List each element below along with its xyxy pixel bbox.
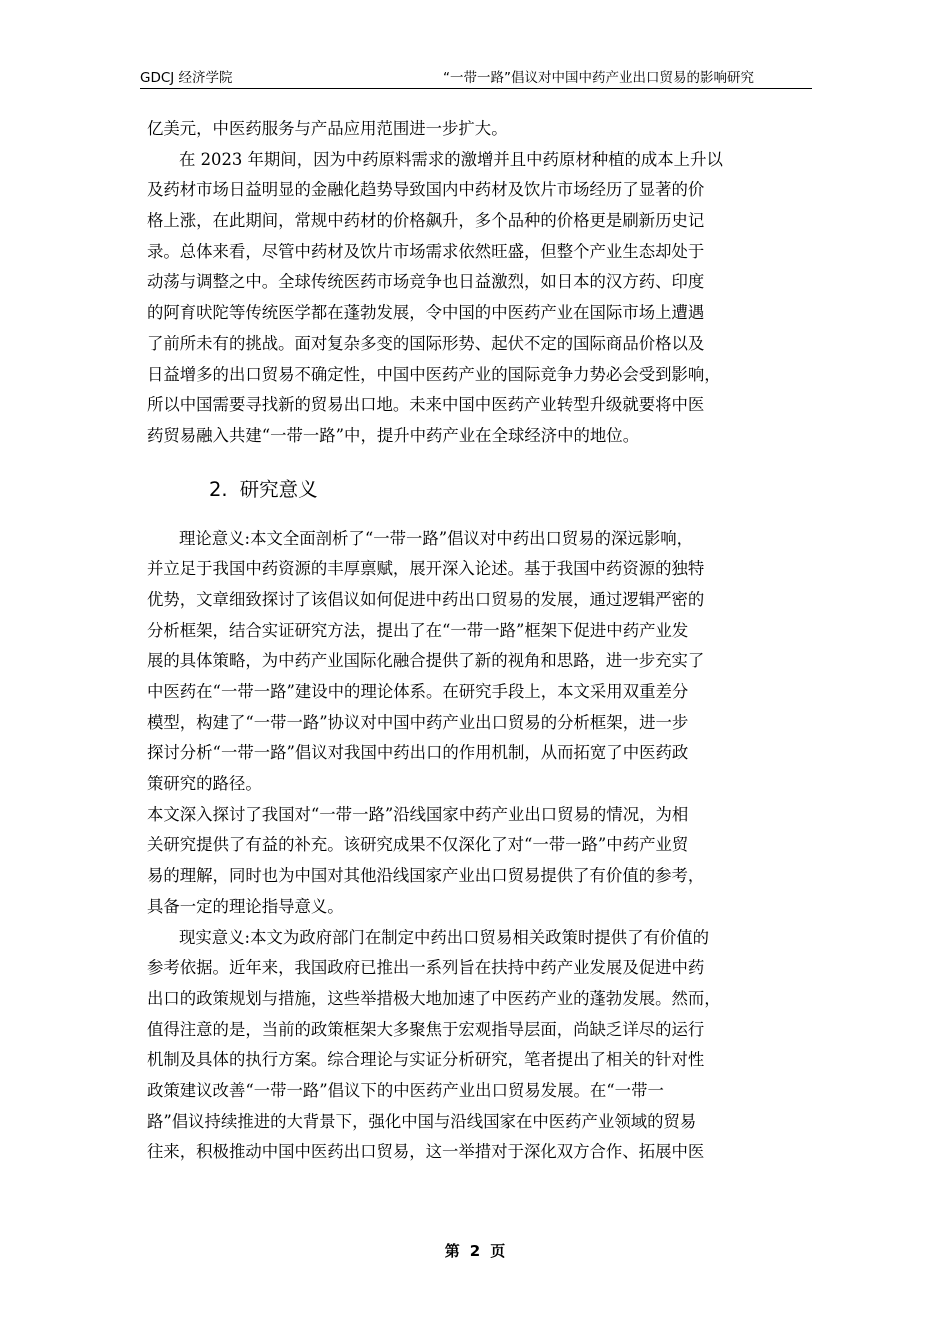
page-number	[0, 1240, 950, 1261]
text-line: 动荡与调整之中。全球传统医药市场竞争也日益激烈，如日本的汉方药、印度	[147, 272, 705, 292]
text-line: 展的具体策略，为中药产业国际化融合提供了新的视角和思路，进一步充实了	[147, 651, 705, 671]
text-line: 录。总体来看，尽管中药材及饮片市场需求依然旺盛，但整个产业生态却处于	[147, 241, 705, 261]
text-line: 值得注意的是，当前的政策框架大多聚焦于宏观指导层面，尚缺乏详尽的运行	[147, 1019, 705, 1039]
text-line: 机制及具体的执行方案。综合理论与实证分析研究，笔者提出了相关的针对性	[147, 1050, 705, 1070]
paragraph-continuation	[147, 114, 812, 145]
paragraph-practical-significance	[147, 923, 812, 1169]
text-line: 并立足于我国中药资源的丰厚禀赋，展开深入论述。基于我国中药资源的独特	[147, 559, 705, 579]
text-line: 路”倡议持续推进的大背景下，强化中国与沿线国家在中医药产业领域的贸易	[147, 1111, 697, 1131]
header-institution: GDCJ 经济学院	[140, 70, 233, 86]
text-line: 现实意义:本文为政府部门在制定中药出口贸易相关政策时提供了有价值的	[179, 927, 710, 947]
text-line: 及药材市场日益明显的金融化趋势导致国内中药材及饮片市场经历了显著的价	[147, 180, 705, 200]
text-line: 的阿育吠陀等传统医学都在蓬勃发展，令中国的中医药产业在国际市场上遭遇	[147, 303, 705, 323]
text-line: 具备一定的理论指导意义。	[147, 896, 344, 916]
section-heading	[147, 462, 812, 518]
text-line: 模型，构建了“一带一路”协议对中国中药产业出口贸易的分析框架，进一步	[147, 712, 689, 732]
text-line: 药贸易融入共建“一带一路”中，提升中药产业在全球经济中的地位。	[147, 425, 640, 445]
text-line: 本文深入探讨了我国对“一带一路”沿线国家中药产业出口贸易的情况，为相	[147, 804, 689, 824]
page-number-suffix: 页	[490, 1242, 506, 1260]
text-line: 所以中国需要寻找新的贸易出口地。未来中国中医药产业转型升级就要将中医	[147, 395, 705, 415]
text-line: 参考依据。近年来，我国政府已推出一系列旨在扶持中药产业发展及促进中药	[147, 958, 705, 978]
page-header	[140, 70, 812, 89]
text-line: 关研究提供了有益的补充。该研究成果不仅深化了对“一带一路”中药产业贸	[147, 835, 689, 855]
document-body	[147, 114, 812, 1168]
text-line: 往来，积极推动中国中医药出口贸易，这一举措对于深化双方合作、拓展中医	[147, 1142, 705, 1162]
paragraph-market-background	[147, 145, 812, 452]
text-line: 在 2023 年期间，因为中药原料需求的激增并且中药原材种植的成本上升以	[179, 149, 723, 169]
paragraph-theoretical-significance	[147, 524, 812, 800]
text-line: 了前所未有的挑战。面对复杂多变的国际形势、起伏不定的国际商品价格以及	[147, 333, 705, 353]
text-line: 出口的政策规划与措施，这些举措极大地加速了中医药产业的蓬勃发展。然而，	[147, 988, 721, 1008]
paragraph-research-contribution	[147, 800, 812, 923]
text-line: 中医药在“一带一路”建设中的理论体系。在研究手段上，本文采用双重差分	[147, 682, 689, 701]
text-line: 理论意义:本文全面剖析了“一带一路”倡议对中药出口贸易的深远影响，	[179, 528, 693, 548]
text-line: 日益增多的出口贸易不确定性，中国中医药产业的国际竞争力势必会受到影响，	[147, 364, 721, 384]
text-line: 探讨分析“一带一路”倡议对我国中药出口的作用机制，从而拓宽了中医药政	[147, 743, 689, 763]
section-title: 研究意义	[239, 477, 318, 501]
text-line: 易的理解，同时也为中国对其他沿线国家产业出口贸易提供了有价值的参考，	[147, 866, 705, 886]
text-line: 优势，文章细致探讨了该倡议如何促进中药出口贸易的发展，通过逻辑严密的	[147, 589, 705, 609]
text-line: 格上涨，在此期间，常规中药材的价格飙升，多个品种的价格更是刷新历史记	[147, 211, 705, 231]
page-number-prefix: 第	[444, 1242, 460, 1260]
text-line: 政策建议改善“一带一路”倡议下的中医药产业出口贸易发展。在“一带一	[147, 1080, 664, 1100]
page-number-value: 2	[469, 1242, 481, 1260]
section-number: 2.	[209, 477, 228, 501]
text-line: 分析框架，结合实证研究方法，提出了在“一带一路”框架下促进中药产业发	[147, 620, 689, 640]
text-line: 亿美元，中医药服务与产品应用范围进一步扩大。	[147, 119, 508, 138]
text-line: 策研究的路径。	[147, 774, 262, 794]
header-thesis-title: “一带一路”倡议对中国中药产业出口贸易的影响研究	[443, 70, 754, 86]
